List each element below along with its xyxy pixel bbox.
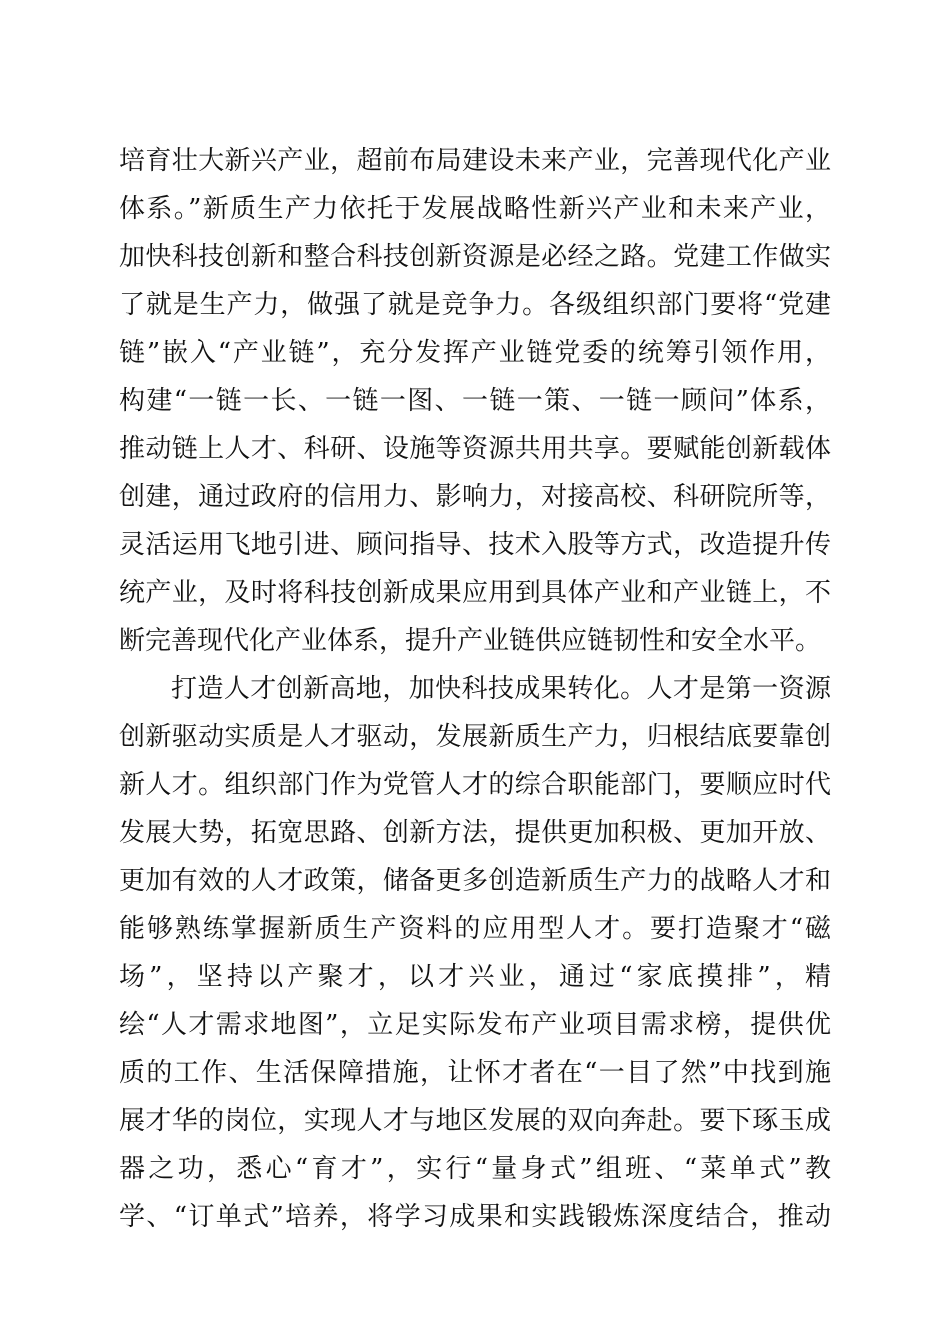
paragraph-2-line: 发展大势，拓宽思路、创新方法，提供更加积极、更加开放、 <box>119 818 831 848</box>
paragraph-2-line: 能够熟练掌握新质生产资料的应用型人才。要打造聚才“磁 <box>119 914 831 944</box>
paragraph-1-line: 了就是生产力，做强了就是竞争力。各级组织部门要将“党建 <box>119 290 831 320</box>
paragraph-2-line: 质的工作、生活保障措施，让怀才者在“一目了然”中找到施 <box>119 1058 831 1088</box>
paragraph-2-line: 展才华的岗位，实现人才与地区发展的双向奔赴。要下琢玉成 <box>119 1106 831 1136</box>
paragraph-1-line: 培育壮大新兴产业，超前布局建设未来产业，完善现代化产业 <box>119 146 831 176</box>
paragraph-1-line: 推动链上人才、科研、设施等资源共用共享。要赋能创新载体 <box>119 434 831 464</box>
paragraph-2-line: 学、“订单式”培养，将学习成果和实践锻炼深度结合，推动 <box>119 1202 831 1232</box>
paragraph-2-line: 绘“人才需求地图”，立足实际发布产业项目需求榜，提供优 <box>119 1010 831 1040</box>
paragraph-2-line: 创新驱动实质是人才驱动，发展新质生产力，归根结底要靠创 <box>119 722 831 752</box>
paragraph-1-line: 统产业，及时将科技创新成果应用到具体产业和产业链上，不 <box>119 578 831 608</box>
paragraph-2-line: 新人才。组织部门作为党管人才的综合职能部门，要顺应时代 <box>119 770 831 800</box>
paragraph-1-line: 构建“一链一长、一链一图、一链一策、一链一顾问”体系， <box>119 386 831 416</box>
paragraph-1-line: 断完善现代化产业体系，提升产业链供应链韧性和安全水平。 <box>119 626 822 656</box>
paragraph-1-line: 加快科技创新和整合科技创新资源是必经之路。党建工作做实 <box>119 242 831 272</box>
paragraph-2-line: 更加有效的人才政策，储备更多创造新质生产力的战略人才和 <box>119 866 831 896</box>
paragraph-1-line: 体系。”新质生产力依托于发展战略性新兴产业和未来产业， <box>119 194 831 224</box>
paragraph-1-line: 创建，通过政府的信用力、影响力，对接高校、科研院所等， <box>119 482 831 512</box>
paragraph-2-line: 打造人才创新高地，加快科技成果转化。人才是第一资源 <box>171 674 831 704</box>
paragraph-1-line: 链”嵌入“产业链”，充分发挥产业链党委的统筹引领作用， <box>119 338 831 368</box>
paragraph-2-line: 器之功，悉心“育才”，实行“量身式”组班、“菜单式”教 <box>119 1154 831 1184</box>
paragraph-2-line: 场”，坚持以产聚才，以才兴业，通过“家底摸排”，精 <box>119 962 831 992</box>
paragraph-1-line: 灵活运用飞地引进、顾问指导、技术入股等方式，改造提升传 <box>119 530 831 560</box>
